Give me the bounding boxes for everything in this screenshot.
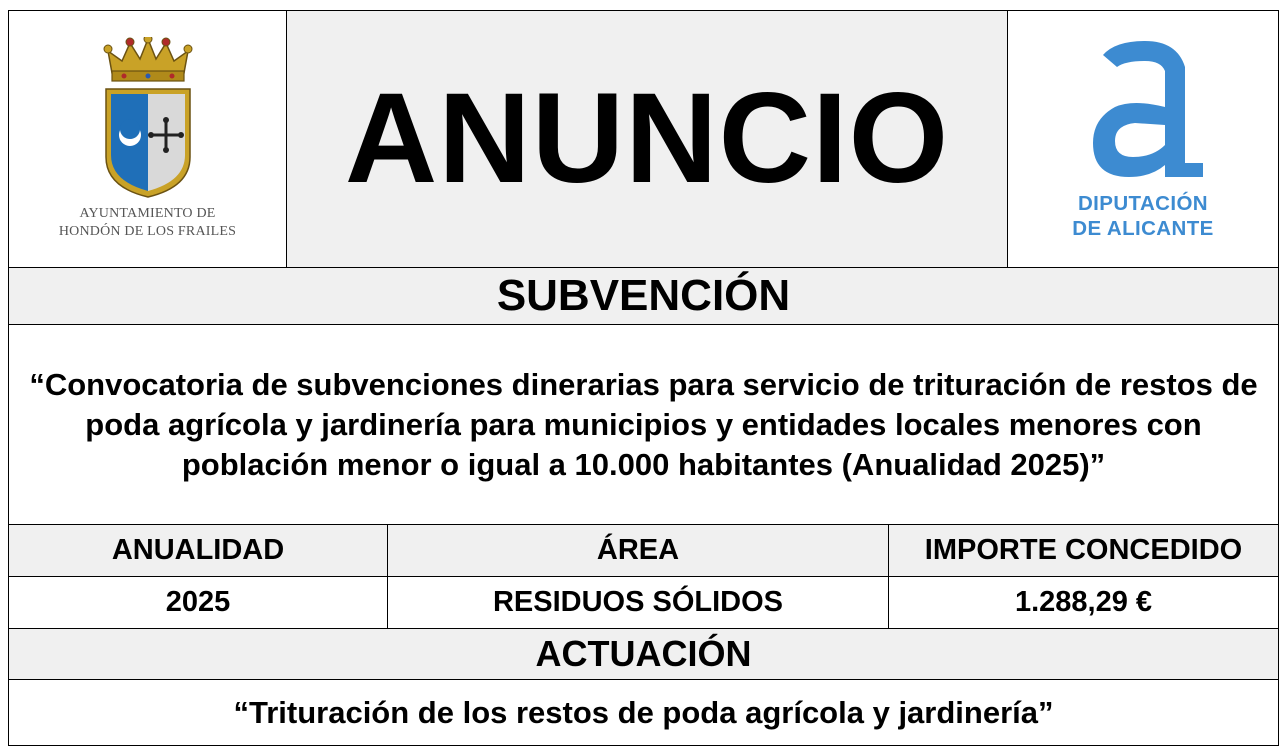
convocatoria-text: “Convocatoria de subvenciones dinerarias para servicio de trituración de restos de poda agrícola y jardinería para municipios y entidades locales menores con población menor o igual a 10.000 habitantes (Anualidad 2025)” [29,366,1258,482]
header-row [9,11,1278,267]
subvencion-row [9,267,1278,324]
ayuntamiento-line-2: HONDÓN DE LOS FRAILES [58,224,237,239]
table-header-anualidad-text: ANUALIDAD [111,534,285,566]
convocatoria-cell [9,325,1278,524]
actuacion-description-row [9,679,1278,745]
actuacion-description-cell [9,680,1278,745]
convocatoria-row [9,324,1278,524]
table-cell-importe [889,577,1278,628]
ayuntamiento-line-1: AYUNTAMIENTO DE [79,206,216,221]
area-value: RESIDUOS SÓLIDOS [492,586,784,618]
table-header-area-text: ÁREA [596,534,680,566]
table-header-area [388,525,889,576]
table-header-row [9,524,1278,576]
table-header-importe-text: IMPORTE CONCEDIDO [924,534,1243,566]
page-title: ANUNCIO [344,67,950,210]
subvencion-heading [9,268,1278,324]
actuacion-description: “Trituración de los restos de poda agrícola y jardinería” [233,694,1054,730]
importe-value: 1.288,29 € [1014,586,1153,618]
diputacion-line-1: DIPUTACIÓN [1077,192,1209,215]
diputacion-name [1072,191,1213,241]
subvencion-heading-text: SUBVENCIÓN [496,271,791,320]
ayuntamiento-crest-icon [98,37,198,199]
table-header-importe [889,525,1278,576]
title-block [287,11,1008,267]
diputacion-line-2: DE ALICANTE [1072,217,1214,240]
table-row [9,576,1278,628]
table-cell-area [388,577,889,628]
anualidad-value: 2025 [165,586,231,618]
ayuntamiento-block [9,11,287,267]
table-cell-anualidad [9,577,388,628]
announcement-document [8,10,1279,746]
actuacion-heading-text: ACTUACIÓN [535,633,752,674]
actuacion-heading [9,629,1278,679]
table-header-anualidad [9,525,388,576]
ayuntamiento-name [59,205,236,241]
diputacion-logo-icon [1073,37,1213,187]
actuacion-row [9,628,1278,679]
diputacion-block [1008,11,1278,267]
